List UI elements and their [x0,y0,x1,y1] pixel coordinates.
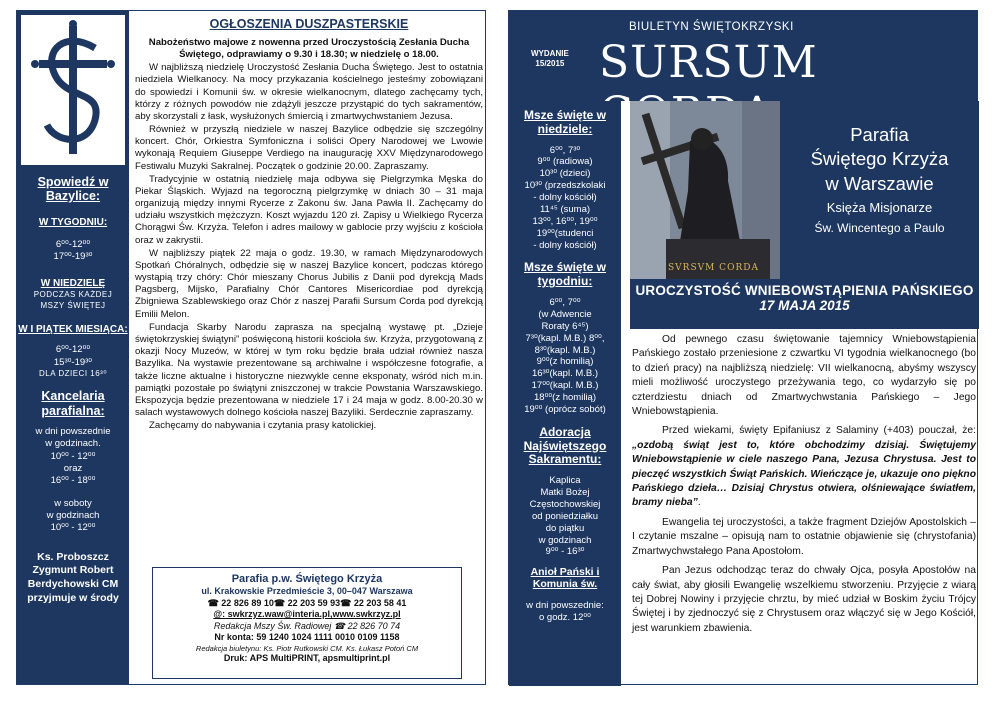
contact-account: Nr konta: 59 1240 1024 1111 0010 0109 1158 [214,632,400,643]
adoracja-line: 9⁰⁰ - 16³⁰ [545,546,585,558]
issue-number: 15/2015 [535,59,565,69]
adoracja-line: Matki Bożej [540,487,590,499]
logo [21,15,125,165]
masthead [509,11,977,101]
article-paragraph: Ewangelia tej uroczystości, a także fragment Dziejów Apostolskich – I czytanie mszalne – opisują nam to ostatnie objawienie się (chrystofania) Zmartwychwstałego Pana Apostołom. [632,516,976,557]
article-body [632,333,976,641]
tygodniu-hours [17,239,129,264]
proboszcz-line: przyjmuje w środy [27,591,119,604]
article-paragraph: Od pewnego czasu świętowanie tajemnicy Wniebowstąpienia Pańskiego zostało przeniesione z czwartku VI tygodnia wielkanocnego (bo to dzień pracy) na najbliższą niedzielę: VII wielkanocną, abyśmy wszyscy mieli możliwość uroczystego przeżywania tego, co wydarzyło się po czterdziestu dniach od Zmartwychwstania Pańskiego – Jego Wniebowstąpienia. [632,334,976,418]
parish-patron: Św. Wincentego a Paulo [814,221,945,236]
wydanie-label: WYDANIE [531,49,569,58]
kancelaria-heading: Kancelaria parafialna: [41,389,105,418]
announcement-paragraph: Również w przyszłą niedziele w naszej Bazylice odbędzie się szczególny koncert. Chór, Orkiestra Symfoniczna i soliści Opery Narodowej we Lwowie wykonają Requiem Giuseppe Verdiego na inaugurację XXV Międzynarodowego Festiwalu Muzyki Sakralnej. Początek o godzinie 20.00. Zapraszamy. [135,124,483,172]
parish-line: w Warszawie [825,172,934,194]
contact-editors: Redakcja biuletynu: Ks. Piotr Rutkowski CM. Ks. Łukasz Potoń CM [195,643,419,653]
niedziele-sub: MSZY ŚWIĘTEJ [40,300,106,310]
biuletyn-label: BIULETYN ŚWIĘTOKRZYSKI [629,21,794,33]
adoracja-line: w godzinach [538,534,592,546]
mass-line: 9⁰⁰ (radiowa) [537,156,593,168]
spowiedz-heading: Spowiedź w Bazylice: [37,175,109,204]
mass-line: 6⁰⁰, 7³⁰ [549,144,581,156]
aniol-line: w dni powszednie: [526,600,604,612]
niedziele-sub: PODCZAS KAŻDEJ [33,290,113,300]
mass-line: 10³⁰ (przedszkolaki [524,180,606,192]
hours-line: w soboty [54,497,92,509]
adoracja-heading: Adoracja Najświętszego Sakramentu: [523,424,607,467]
masthead-title: SURSUM [599,37,818,88]
hours-line: w dni powszednie [35,426,111,438]
announcement-paragraph: Nabożeństwo majowe z nowenna przed Uroczystością Zesłania Ducha Świętego, odprawiamy o 9.30 i 18.30; w niedzielę o 18.00. [148,36,470,61]
hours-line: 10⁰⁰ - 12⁰⁰ [50,450,96,462]
article-paragraph [632,424,976,510]
adoracja-line: Kaplica [549,475,581,487]
mass-line: 11⁴⁵ (suma) [539,203,591,215]
aniol-list [509,600,621,624]
mass-line: - dolny kościół) [533,192,597,204]
mass-line: 8³⁰(kapl. M.B.) [534,344,596,356]
contact-address: ul. Krakowskie Przedmieście 3, 00–047 Warszawa [201,586,413,597]
article-text: . [697,497,701,509]
mass-line: 10³⁰ (dzieci) [539,168,591,180]
article-banner [630,279,979,329]
proboszcz-line: Berdychowski CM [27,578,119,591]
statue-image-icon [630,101,780,279]
mass-line: 7³⁰(kapl. M.B.) 8⁰⁰, [525,332,605,344]
announcement-paragraph: W najbliższy piątek 22 maja o godz. 19.30, w ramach Międzynarodowych Spotkań Chóralnych, odbędzie się w naszej Bazylice koncert, podczas którego wystąpią trzy chóry: Chór mieszany Chorus Jubilis z Danii pod dyrekcją Mads Pagsberg, Mijsko, Parafialny Chór Cantores Misericordiae pod dyrekcją Zbigniewa Szablewskiego oraz Chór z naszej Parafii Sursum Corda pod dyrekcją Emilii Melon. [135,247,483,320]
hours-line: 16⁰⁰ - 18⁰⁰ [50,475,96,487]
mass-line: 13⁰⁰, 16⁰⁰, 19⁰⁰ [532,215,598,227]
hours-line: w godzinach. [45,438,101,450]
announcement-paragraph: Zachęcamy do nabywania i czytania prasy katolickiej. [149,420,377,432]
mass-line: 17⁰⁰(kapl. M.B.) [531,380,599,392]
left-sidebar [17,11,129,684]
hours-line: 17⁰⁰-19³⁰ [53,251,93,263]
hours-line: DLA DZIECI 16³⁰ [38,368,108,378]
hours-line: oraz [63,463,83,475]
parish-line: Świętego Krzyża [810,148,949,170]
contact-emails[interactable]: @: swkrzyz.waw@interia.pl,www.swkrzyz.pl [213,609,401,620]
parish-name [780,123,979,196]
mass-line: 6⁰⁰, 7⁰⁰ [549,297,581,309]
hours-line: 10⁰⁰ - 12⁰⁰ [50,522,96,534]
article-quote: „ozdobą świąt jest to, które obchodzimy dzisiaj. Świętujemy Wniebowstąpienie w ciele naszego Pana, Jezusa Chrystusa. Jest to pieczęć wszystkich Świąt Pańskich. Wieńczące je, ukazuje ono piękno Pańskiego dzieła… Dzisiaj Chrystus otwiera, olśniewające światłem, bramy nieba” [632,439,976,509]
parish-line: Parafia [850,124,909,145]
proboszcz-line: Zygmunt Robert [32,564,114,577]
contact-title: Parafia p.w. Świętego Krzyża [231,573,383,585]
article-text: Przed wiekami, święty Epifaniusz z Salaminy (+403) pouczał, że: [662,425,976,437]
msze-niedziele-list [509,145,621,252]
aniol-heading: Anioł Pański i Komunia św. [530,566,600,591]
announcements [135,13,483,433]
photo-caption: SVRSVM CORDA [668,263,759,273]
announcement-paragraph: Tradycyjnie w ostatnią niedzielę maja odbywa się Pielgrzymka Męska do Piekar Śląskich. Wyjazd na tegoroczną pielgrzymkę w dniach 30 – 31 maja organizują między innymi Rycerze z Zakonu św. Jana Pawła II. Zachęcamy do udziału wszystkich mężczyzn. Koszt wyjazdu 120 zł. Zapisy u Wielkiego Rycerza Chorągwi Św. Krzyża. Telefon i adres mailowy w gablocie przy wyjściu z kościoła oraz w zakrystii. [135,173,483,246]
piatek-hours [17,344,129,379]
proboszcz-note [17,551,129,606]
hours-line: 6⁰⁰-12⁰⁰ [55,344,91,356]
contact-radio: Redakcja Mszy Św. Radiowej ☎ 22 826 70 74 [213,620,401,631]
mass-line: Roraty 6⁴⁵) [541,320,589,332]
msze-tygodniu-heading: Msze święte w tygodniu: [523,260,607,289]
adoracja-list [509,475,621,558]
announcement-paragraph: W najbliższą niedzielę Uroczystość Zesłania Ducha Świętego. Jest to ostatnia niedziela Wielkanocy. Na mocy przykazania kościelnego jesteśmy zobowiązani do spowiedzi i Komunii św. w okresie wielkanocnym, dlatego zachęcamy tych, którzy z różnych powodów nie zdążyli jeszcze przystąpić do tych sakramentów, aby skorzystali z łask, wysłużonych śmiercią i zmartwychwstaniem Jezusa. [135,62,483,122]
adoracja-line: Częstochowskiej [529,498,601,510]
article-paragraph: Pan Jezus odchodząc teraz do chwały Ojca, posyła Apostołów na cały świat, aby głosili Ewangelię wszelkiemu stworzeniu. Przyjęcie z wiarą tej Dobrej Nowiny i przyjęcie chrztu, by mieć udział w Boskim życiu Trójcy Świętej i by zjednoczyć się z Chrystusem oraz włączyć się w Jego Kościół, jest warunkiem zbawienia. [632,565,976,634]
contact-phones: ☎ 22 826 89 10☎ 22 203 59 93☎ 22 203 58 41 [207,597,407,608]
mass-line: 19⁰⁰(studenci [536,227,594,239]
niedziele-heading: W NIEDZIELĘ [40,278,106,290]
parish-order: Księża Misjonarze [826,200,933,216]
left-page [16,10,486,685]
kancelaria-hours [17,426,129,535]
adoracja-line: do piątku [545,522,585,534]
contact-print: Druk: APS MultiPRINT, apsmultiprint.pl [223,653,391,664]
mass-line: 16³⁰(kapl. M.B.) [531,368,599,380]
mass-line: - dolny kościół) [533,239,597,251]
issue-label [531,49,569,70]
right-page [508,10,978,685]
proboszcz-line: Ks. Proboszcz [37,550,109,563]
hours-line: 6⁰⁰-12⁰⁰ [55,238,91,250]
announcement-paragraph: Fundacja Skarby Narodu zaprasza na specjalną wystawę pt. „Dzieje świętokrzyskiej świątyni” poświęconą historii kościoła św. Krzyża, przygotowaną z okazji Nocy Muzeów, w której w tym roku będzie brała udział również nasza Bazylika. Na wystawie prezentowane są archiwalne i współczesne fotografie, a także liczne aktualne i historyczne niezwykle cenne eksponaty, wśród nich m.in. pamiątki pozostałe po świątyni zniszczonej w trakcie Powstania Warszawskiego. Ekspozycja będzie prezentowana w niedziele 17 i 24 maja w godz. 8.00-20.30 w salach wystawowych dolnego kościoła naszej Bazyliki. Serdecznie zapraszamy. [135,321,483,419]
mass-line: 19⁰⁰ (oprócz sobót) [524,403,606,415]
aniol-line: o godz. 12⁰⁰ [539,612,591,624]
cross-logo-icon [25,20,121,160]
hours-line: 15³⁰-19³⁰ [53,356,93,368]
mass-line: 18⁰⁰(z homilią) [534,392,596,404]
article-date: 17 MAJA 2015 [759,298,850,313]
contact-box [152,567,462,679]
article-title: UROCZYSTOŚĆ WNIEBOWSTĄPIENIA PAŃSKIEGO [635,283,974,298]
mass-line: 9⁰⁰(z homilią) [536,356,594,368]
right-sidebar [509,101,621,686]
msze-niedziele-heading: Msze święte w niedziele: [523,108,607,136]
adoracja-line: od poniedziałku [531,510,599,522]
msze-tygodniu-list [509,297,621,416]
mass-line: (w Adwencie [538,308,592,320]
parish-block [780,101,979,279]
piatek-heading: W I PIĄTEK MIESIĄCA: [18,324,128,336]
hours-line: w godzinach [46,510,100,522]
tygodniu-heading: W TYGODNIU: [38,216,108,228]
announcements-title: OGŁOSZENIA DUSZPASTERSKIE [209,17,409,31]
statue-photo [630,101,780,279]
